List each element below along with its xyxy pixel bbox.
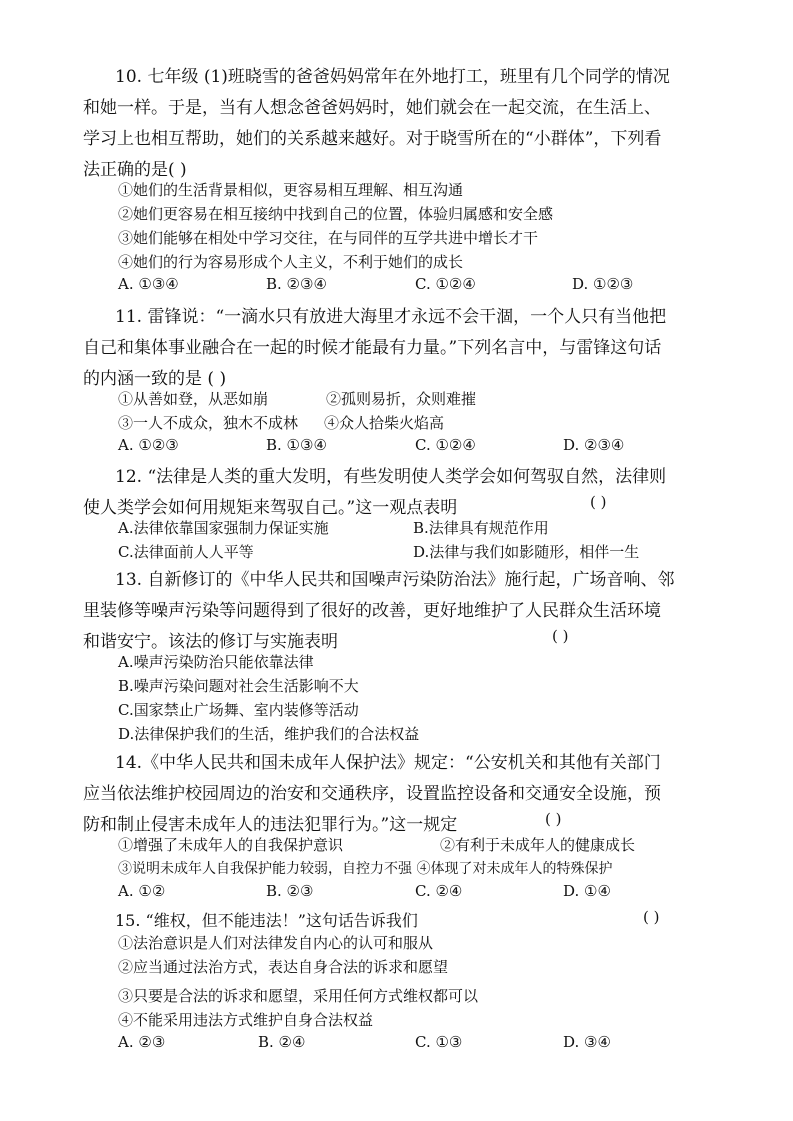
question-11-item-4: ④众人拾柴火焰高 [324,414,445,432]
question-15-choice-a[interactable]: A. ②③ [118,1033,166,1051]
question-10-choice-a[interactable]: A. ①③④ [118,275,179,293]
question-11-item-1: ①从善如登，从恶如崩 [118,390,269,408]
question-14-answer-bracket[interactable]: ( ) [545,810,562,828]
question-11-stem-line-3: 的内涵一致的是 ( ) [83,369,227,389]
question-10-choice-b[interactable]: B. ②③④ [266,275,327,293]
question-10-choice-c[interactable]: C. ①②④ [415,275,476,293]
question-10-item-2: ②她们更容易在相互接纳中找到自己的位置，体验归属感和安全感 [118,205,554,223]
question-15-answer-bracket[interactable]: ( ) [643,908,660,926]
question-12-choice-c[interactable]: C.法律面前人人平等 [118,543,254,561]
question-10-item-1: ①她们的生活背景相似，更容易相互理解、相互沟通 [118,181,464,199]
question-15-item-1: ①法治意识是人们对法律发自内心的认可和服从 [118,934,434,952]
question-14-choice-c[interactable]: C. ②④ [415,882,463,900]
question-12-choice-a[interactable]: A.法律依靠国家强制力保证实施 [118,519,329,537]
question-11-choice-d[interactable]: D. ②③④ [563,436,625,454]
question-12-choice-b[interactable]: B.法律具有规范作用 [413,519,549,537]
question-10-stem-line-4: 法正确的是( ) [83,160,187,180]
question-12-stem-line-1: 12. “法律是人类的重大发明，有些发明使人类学会如何驾驭自然，法律则 [115,467,667,487]
question-10-item-4: ④她们的行为容易形成个人主义，不利于她们的成长 [118,253,464,271]
question-13-choice-b[interactable]: B.噪声污染问题对社会生活影响不大 [118,677,359,695]
question-14-item-2: ②有利于未成年人的健康成长 [440,836,636,854]
question-15-choice-d[interactable]: D. ③④ [563,1033,611,1051]
question-11-choice-b[interactable]: B. ①③④ [266,436,327,454]
question-11-item-3: ③一人不成众，独木不成林 [118,414,299,432]
question-14-stem-line-1: 14.《中华人民共和国未成年人保护法》规定：“公安机关和其他有关部门 [115,753,661,773]
question-10-choice-d[interactable]: D. ①②③ [572,275,634,293]
question-13-stem-line-2: 里装修等噪声污染等问题得到了很好的改善，更好地维护了人民群众生活环境 [83,601,661,621]
question-14-choice-d[interactable]: D. ①④ [563,882,611,900]
question-13-choice-d[interactable]: D.法律保护我们的生活，维护我们的合法权益 [118,725,420,743]
question-11-stem-line-2: 自己和集体事业融合在一起的时候才能最有力量。”下列名言中，与雷锋这句话 [83,338,662,358]
question-15-item-3: ③只要是合法的诉求和愿望，采用任何方式维权都可以 [118,987,479,1005]
question-12-stem-line-2: 使人类学会如何用规矩来驾驭自己。”这一观点表明 [83,498,458,518]
question-11-choice-a[interactable]: A. ①②③ [118,436,179,454]
question-15-choice-b[interactable]: B. ②④ [258,1033,306,1051]
question-14-choice-b[interactable]: B. ②③ [266,882,314,900]
question-14-stem-line-2: 应当依法维护校园周边的治安和交通秩序，设置监控设备和交通安全设施，预 [83,784,661,804]
question-10-item-3: ③她们能够在相处中学习交往，在与同伴的互学共进中增长才干 [118,229,539,247]
question-15-item-4: ④不能采用违法方式维护自身合法权益 [118,1011,374,1029]
question-13-choice-c[interactable]: C.国家禁止广场舞、室内装修等活动 [118,701,359,719]
question-14-item-1: ①增强了未成年人的自我保护意识 [118,836,344,854]
question-11-item-2: ②孤则易折，众则难摧 [326,390,477,408]
question-13-choice-a[interactable]: A.噪声污染防治只能依靠法律 [118,653,314,671]
question-13-stem-line-1: 13. 自新修订的《中华人民共和国噪声污染防治法》施行起，广场音响、邻 [115,570,675,590]
question-14-item-3-4: ③说明未成年人自我保护能力较弱，自控力不强 ④体现了对未成年人的特殊保护 [118,861,613,877]
question-11-choice-c[interactable]: C. ①②④ [415,436,476,454]
question-15-item-2: ②应当通过法治方式，表达自身合法的诉求和愿望 [118,958,449,976]
question-15-choice-c[interactable]: C. ①③ [415,1033,463,1051]
question-11-stem-line-1: 11. 雷锋说：“一滴水只有放进大海里才永远不会干涸，一个人只有当他把 [115,307,667,327]
question-14-stem-line-3: 防和制止侵害未成年人的违法犯罪行为。”这一规定 [83,815,458,835]
question-10-stem-line-2: 和她一样。于是，当有人想念爸爸妈妈时，她们就会在一起交流，在生活上、 [83,98,661,118]
question-13-answer-bracket[interactable]: ( ) [552,627,569,645]
question-12-choice-d[interactable]: D.法律与我们如影随形，相伴一生 [413,543,640,561]
question-14-choice-a[interactable]: A. ①② [118,882,166,900]
question-10-stem-line-1: 10. 七年级 (1)班晓雪的爸爸妈妈常年在外地打工，班里有几个同学的情况 [115,67,670,87]
question-15-stem-line-1: 15. “维权，但不能违法！”这句话告诉我们 [115,911,418,930]
question-12-answer-bracket[interactable]: ( ) [590,493,607,511]
question-13-stem-line-3: 和谐安宁。该法的修订与实施表明 [83,632,338,652]
question-10-stem-line-3: 学习上也相互帮助，她们的关系越来越好。对于晓雪所在的“小群体”，下列看 [83,129,662,149]
